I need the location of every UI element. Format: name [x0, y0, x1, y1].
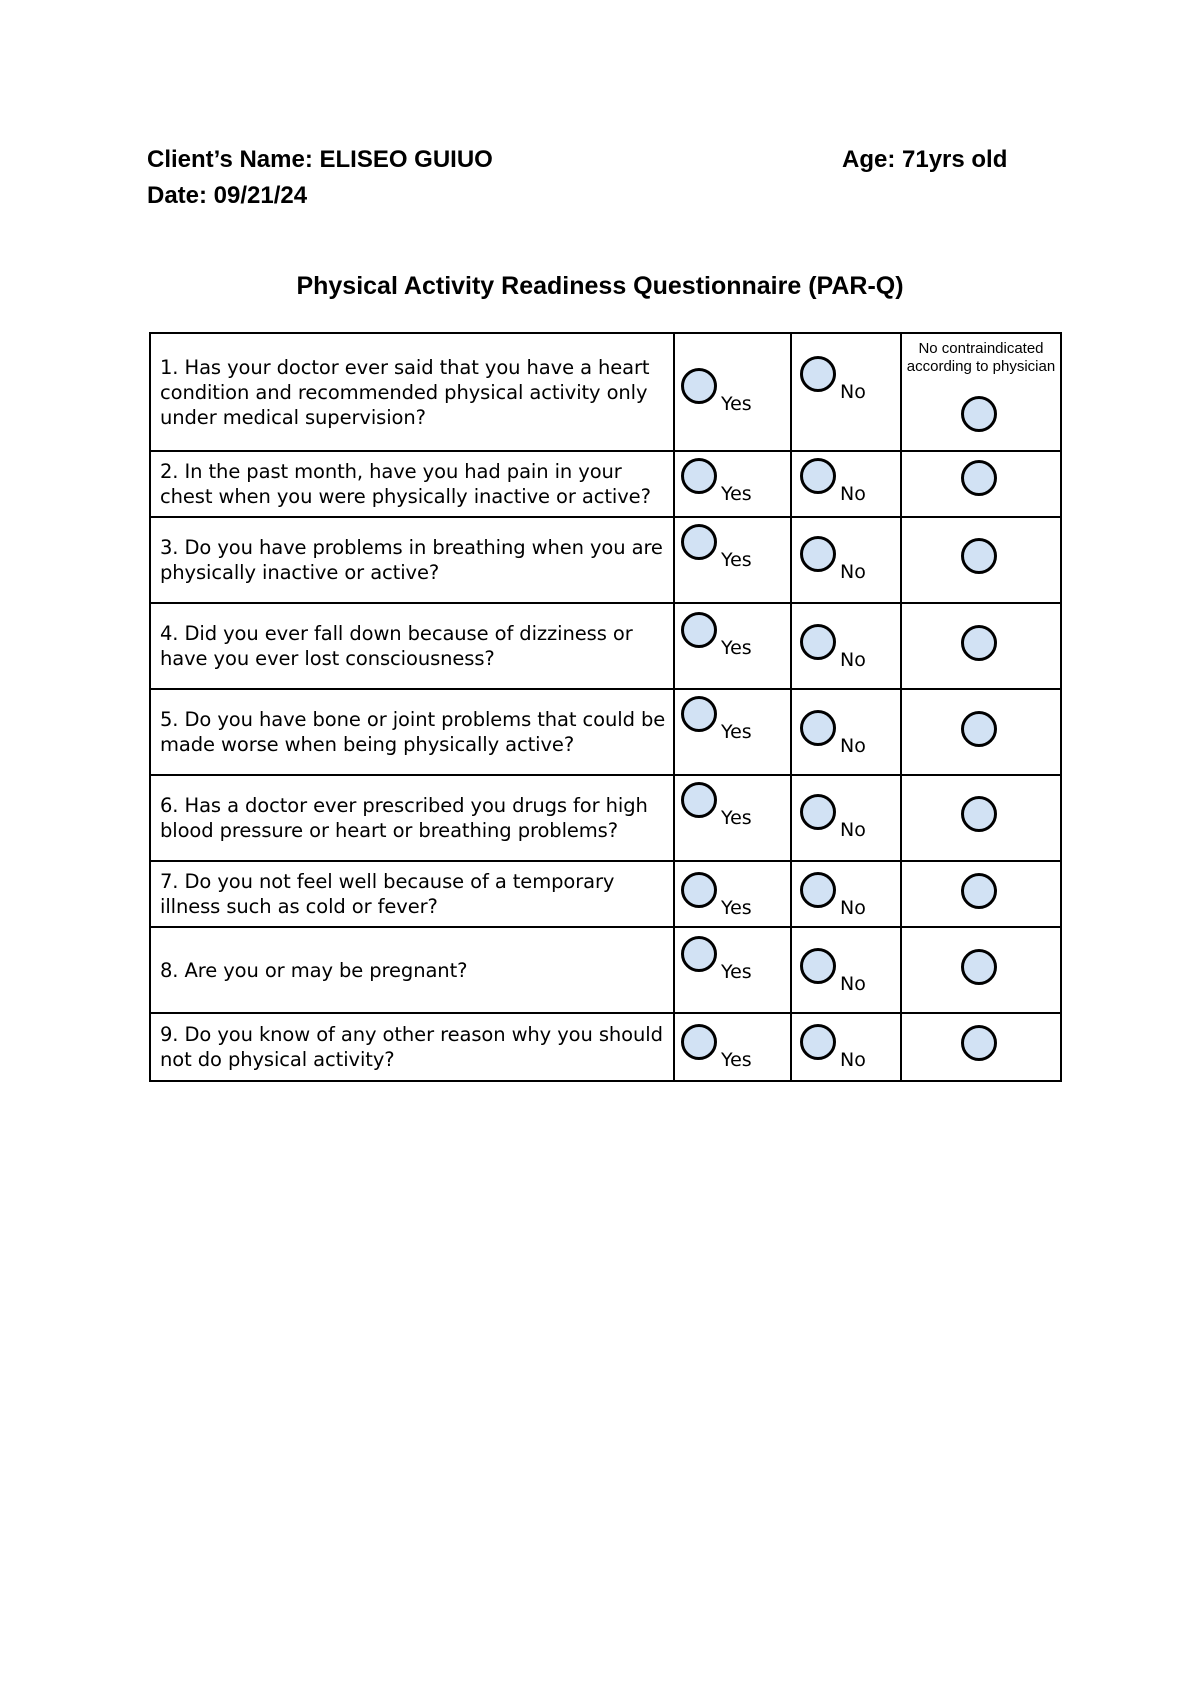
physician-clearance-radio[interactable]: [961, 873, 997, 909]
question-row: [150, 603, 1061, 689]
question-row: [150, 451, 1061, 517]
no-option[interactable]: [800, 356, 866, 403]
question-row: [150, 517, 1061, 603]
question-row: [150, 861, 1061, 927]
yes-option[interactable]: [681, 524, 752, 571]
question-text: 2. In the past month, have you had pain in your chest when you were physically inactive or active?: [160, 460, 651, 508]
yes-label: Yes: [721, 807, 752, 829]
question-row: [150, 689, 1061, 775]
no-label: No: [840, 381, 866, 403]
yes-label: Yes: [721, 637, 752, 659]
question-text: 5. Do you have bone or joint problems that could be made worse when being physically active?: [160, 708, 666, 756]
no-radio[interactable]: [800, 1024, 836, 1060]
yes-option[interactable]: [681, 368, 752, 415]
yes-radio[interactable]: [681, 936, 717, 972]
no-label: No: [840, 483, 866, 505]
yes-radio[interactable]: [681, 872, 717, 908]
parq-table: [149, 332, 1062, 1082]
question-row: [150, 775, 1061, 861]
client-age: Age: 71yrs old: [842, 146, 1008, 173]
yes-label: Yes: [721, 1049, 752, 1071]
no-option[interactable]: [800, 948, 866, 995]
no-label: No: [840, 649, 866, 671]
question-text: 6. Has a doctor ever prescribed you drugs for high blood pressure or heart or breathing problems?: [160, 794, 648, 842]
no-radio[interactable]: [800, 536, 836, 572]
yes-label: Yes: [721, 483, 752, 505]
yes-option[interactable]: [681, 612, 752, 659]
client-name: Client’s Name: ELISEO GUIUO: [147, 146, 493, 173]
yes-label: Yes: [721, 897, 752, 919]
question-text: 8. Are you or may be pregnant?: [160, 958, 468, 982]
physician-clearance-radio[interactable]: [961, 711, 997, 747]
question-text: 4. Did you ever fall down because of dizziness or have you ever lost consciousness?: [160, 622, 633, 670]
yes-label: Yes: [721, 721, 752, 743]
physician-clearance-radio[interactable]: [961, 949, 997, 985]
question-text: 3. Do you have problems in breathing when you are physically inactive or active?: [160, 536, 663, 584]
question-text: 9. Do you know of any other reason why you should not do physical activity?: [160, 1023, 663, 1071]
form-title: Physical Activity Readiness Questionnaire (PAR-Q): [296, 272, 904, 300]
yes-option[interactable]: [681, 782, 752, 829]
yes-radio[interactable]: [681, 696, 717, 732]
yes-radio[interactable]: [681, 368, 717, 404]
physician-column-header: No contraindicated according to physician: [906, 340, 1056, 375]
question-row: [150, 927, 1061, 1013]
no-option[interactable]: [800, 536, 866, 583]
yes-label: Yes: [721, 961, 752, 983]
no-radio[interactable]: [800, 710, 836, 746]
yes-radio[interactable]: [681, 612, 717, 648]
no-option[interactable]: [800, 624, 866, 671]
yes-option[interactable]: [681, 458, 752, 505]
no-label: No: [840, 1049, 866, 1071]
no-option[interactable]: [800, 458, 866, 505]
no-radio[interactable]: [800, 948, 836, 984]
physician-clearance-radio[interactable]: [961, 1025, 997, 1061]
no-label: No: [840, 735, 866, 757]
yes-label: Yes: [721, 393, 752, 415]
yes-option[interactable]: [681, 1024, 752, 1071]
no-radio[interactable]: [800, 794, 836, 830]
yes-radio[interactable]: [681, 524, 717, 560]
no-radio[interactable]: [800, 624, 836, 660]
no-label: No: [840, 819, 866, 841]
no-option[interactable]: [800, 710, 866, 757]
no-radio[interactable]: [800, 356, 836, 392]
question-row: [150, 333, 1061, 451]
yes-radio[interactable]: [681, 1024, 717, 1060]
no-radio[interactable]: [800, 458, 836, 494]
physician-clearance-radio[interactable]: [961, 460, 997, 496]
question-row: [150, 1013, 1061, 1081]
yes-radio[interactable]: [681, 782, 717, 818]
physician-clearance-radio[interactable]: [961, 396, 997, 432]
yes-option[interactable]: [681, 696, 752, 743]
no-label: No: [840, 973, 866, 995]
yes-radio[interactable]: [681, 458, 717, 494]
no-option[interactable]: [800, 1024, 866, 1071]
yes-label: Yes: [721, 549, 752, 571]
no-option[interactable]: [800, 872, 866, 919]
physician-clearance-radio[interactable]: [961, 538, 997, 574]
yes-option[interactable]: [681, 936, 752, 983]
form-date: Date: 09/21/24: [147, 182, 308, 209]
physician-clearance-radio[interactable]: [961, 796, 997, 832]
physician-clearance-radio[interactable]: [961, 625, 997, 661]
question-text: 7. Do you not feel well because of a temporary illness such as cold or fever?: [160, 870, 615, 918]
no-label: No: [840, 561, 866, 583]
no-radio[interactable]: [800, 872, 836, 908]
no-label: No: [840, 897, 866, 919]
yes-option[interactable]: [681, 872, 752, 919]
question-text: 1. Has your doctor ever said that you have a heart condition and recommended physical activity only under medical supervision?: [160, 355, 650, 429]
no-option[interactable]: [800, 794, 866, 841]
